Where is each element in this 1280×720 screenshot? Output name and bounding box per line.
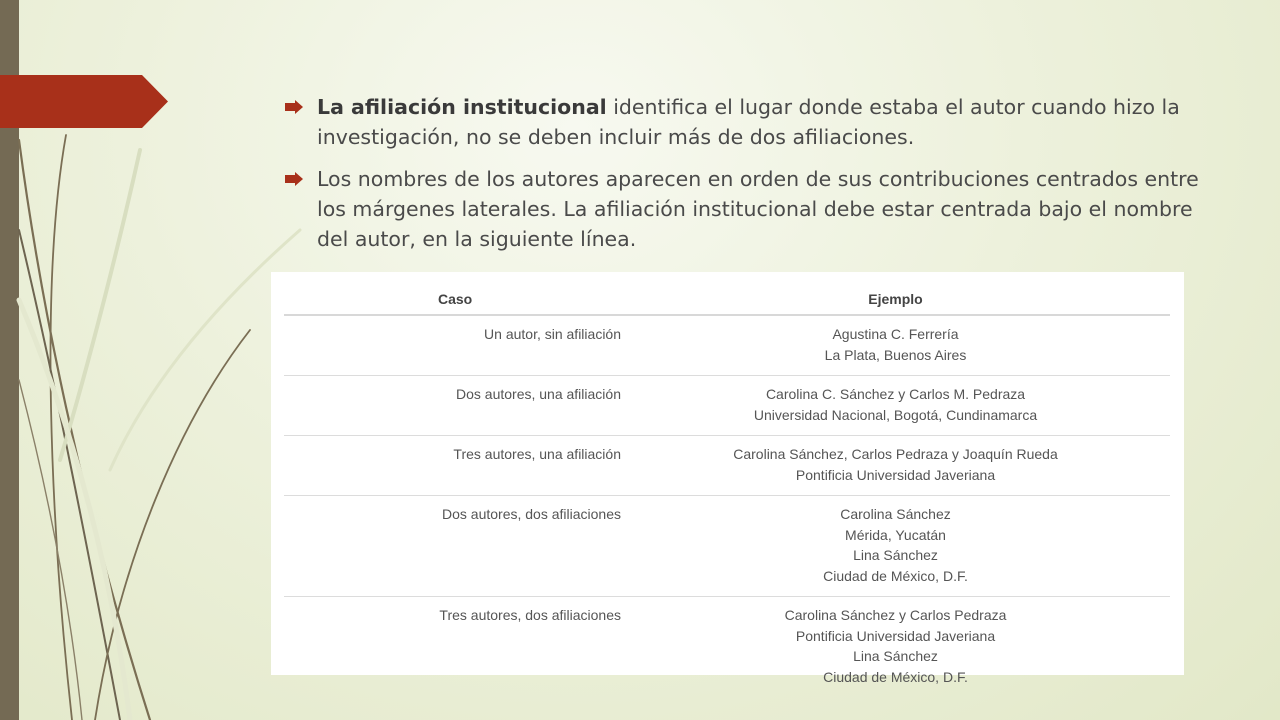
ejemplo-line: Carolina C. Sánchez y Carlos M. Pedraza [765, 386, 1026, 402]
header-ejemplo: Ejemplo [621, 284, 1170, 315]
bullet-list [285, 92, 1205, 266]
cell-ejemplo [621, 315, 1170, 376]
bullet-item-afiliacion [285, 92, 1205, 152]
table-row [284, 436, 1170, 496]
ejemplo-line: Carolina Sánchez y Carlos Pedraza [784, 607, 1007, 623]
bullet-text: Los nombres de los autores aparecen en orden de sus contribuciones centrados entre los márgenes laterales. La afiliación institucional debe estar centrada bajo el nombre del autor, en la siguiente línea. [317, 167, 1199, 251]
ejemplo-line: Pontificia Universidad Javeriana [795, 466, 996, 483]
cell-caso: Dos autores, dos afiliaciones [284, 496, 621, 597]
cell-caso: Dos autores, una afiliación [284, 376, 621, 436]
example-table-card [271, 272, 1184, 685]
ejemplo-line: Ciudad de México, D.F. [823, 567, 968, 584]
table-row [284, 315, 1170, 376]
ejemplo-line: Carolina Sánchez, Carlos Pedraza y Joaquín Rueda [733, 446, 1058, 462]
table-header-row [284, 284, 1170, 315]
cell-caso: Un autor, sin afiliación [284, 315, 621, 376]
cell-ejemplo [621, 376, 1170, 436]
accent-tab [0, 75, 168, 128]
table-row [284, 597, 1170, 698]
cell-ejemplo [621, 436, 1170, 496]
ejemplo-line: Carolina Sánchez [840, 506, 951, 522]
ejemplo-line: Universidad Nacional, Bogotá, Cundinamarca [753, 406, 1038, 423]
bullet-item-nombres [285, 164, 1205, 254]
ejemplo-line: Agustina C. Ferrería [832, 326, 959, 342]
bullet-bold-text: La afiliación institucional [317, 95, 607, 119]
header-caso: Caso [284, 284, 621, 315]
ejemplo-line: Pontificia Universidad Javeriana [795, 627, 996, 644]
cell-caso: Tres autores, una afiliación [284, 436, 621, 496]
cell-ejemplo [621, 496, 1170, 597]
ejemplo-line: Mérida, Yucatán [845, 526, 946, 543]
table-row [284, 496, 1170, 597]
cell-ejemplo [621, 597, 1170, 698]
arrow-bullet-icon [285, 172, 303, 186]
ejemplo-line: Ciudad de México, D.F. [823, 668, 968, 685]
arrow-bullet-icon [285, 100, 303, 114]
cell-caso: Tres autores, dos afiliaciones [439, 607, 621, 623]
ejemplo-line: Lina Sánchez [853, 648, 938, 664]
affiliation-examples-table [284, 284, 1170, 697]
ejemplo-line: La Plata, Buenos Aires [824, 346, 967, 363]
table-row [284, 376, 1170, 436]
bullet-text: identifica el lugar donde estaba el autor cuando hizo la investigación, no se deben incluir más de dos afiliaciones. [317, 95, 1180, 149]
ejemplo-line: Lina Sánchez [853, 547, 938, 563]
